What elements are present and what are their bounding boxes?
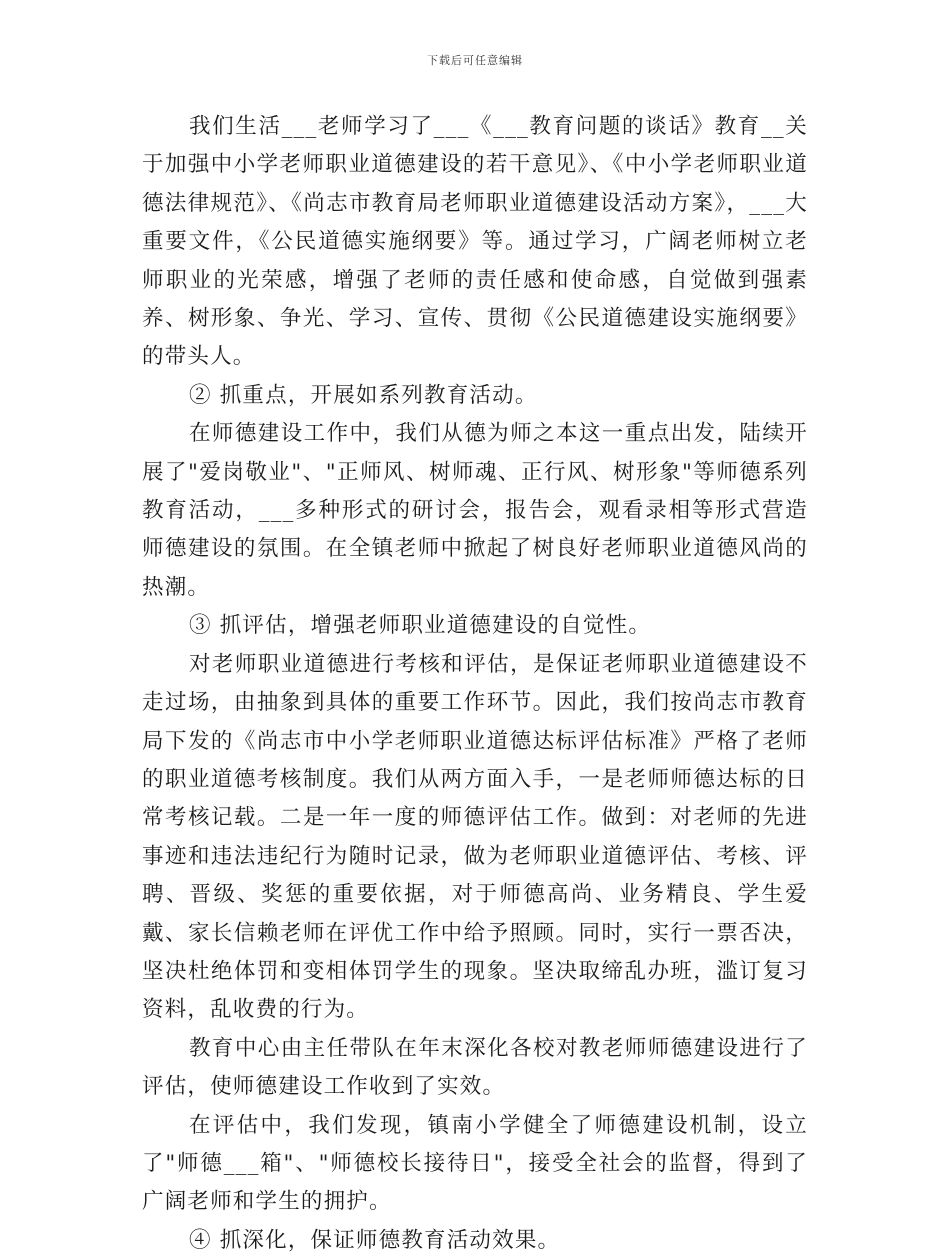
paragraph-evaluation-findings: 在评估中，我们发现，镇南小学健全了师德建设机制，设立了"师德___箱"、"师德校长接待日"，接受全社会的监督，得到了广阔老师和学生的拥护。 [142, 1112, 808, 1215]
paragraph-study-documents: 我们生活___老师学习了___《___教育问题的谈话》教育__关于加强中小学老师职业道德建设的若干意见》、《中小学老师职业道德法律规范》、《尚志市教育局老师职业道德建设活动方案》，___大重要文件，《公民道德实施纲要》等。通过学习，广阔老师树立老师职业的光荣感，增强了老师的责任感和使命感，自觉做到强素养、树形象、争光、学习、宣传、贯彻《公民道德建设实施纲要》的带头人。 [142, 114, 808, 370]
paragraph-evaluation-details: 对老师职业道德进行考核和评估，是保证老师职业道德建设不走过场，由抽象到具体的重要工作环节。因此，我们按尚志市教育局下发的《尚志市中小学老师职业道德达标评估标准》严格了老师的职业道德考核制度。我们从两方面入手，一是老师师德达标的日常考核记载。二是一年一度的师德评估工作。做到：对老师的先进事迹和违法违纪行为随时记录，做为老师职业道德评估、考核、评聘、晋级、奖惩的重要依据，对于师德高尚、业务精良、学生爱戴、家长信赖老师在评优工作中给予照顾。同时，实行一票否决，坚决杜绝体罚和变相体罚学生的现象。坚决取缔乱办班，滥订复习资料，乱收费的行为。 [142, 651, 808, 1023]
document-body [142, 108, 808, 1260]
paragraph-heading-evaluation: ③ 抓评估，增强老师职业道德建设的自觉性。 [189, 613, 652, 639]
paragraph-heading-deepening: ④ 抓深化，保证师德教育活动效果。 [189, 1227, 561, 1253]
page-header: 下载后可任意编辑 [427, 54, 523, 67]
paragraph-year-end-evaluation: 教育中心由主任带队在年末深化各校对教老师师德建设进行了评估，使师德建设工作收到了实效。 [142, 1035, 808, 1100]
paragraph-heading-focus: ② 抓重点，开展如系列教育活动。 [189, 382, 538, 408]
paragraph-ethics-activities: 在师德建设工作中，我们从德为师之本这一重点出发，陆续开展了"爱岗敬业"、"正师风、树师魂、正行风、树形象"等师德系列教育活动，___多种形式的研讨会，报告会，观看录相等形式营造师德建设的氛围。在全镇老师中掀起了树良好老师职业道德风尚的热潮。 [142, 421, 808, 600]
